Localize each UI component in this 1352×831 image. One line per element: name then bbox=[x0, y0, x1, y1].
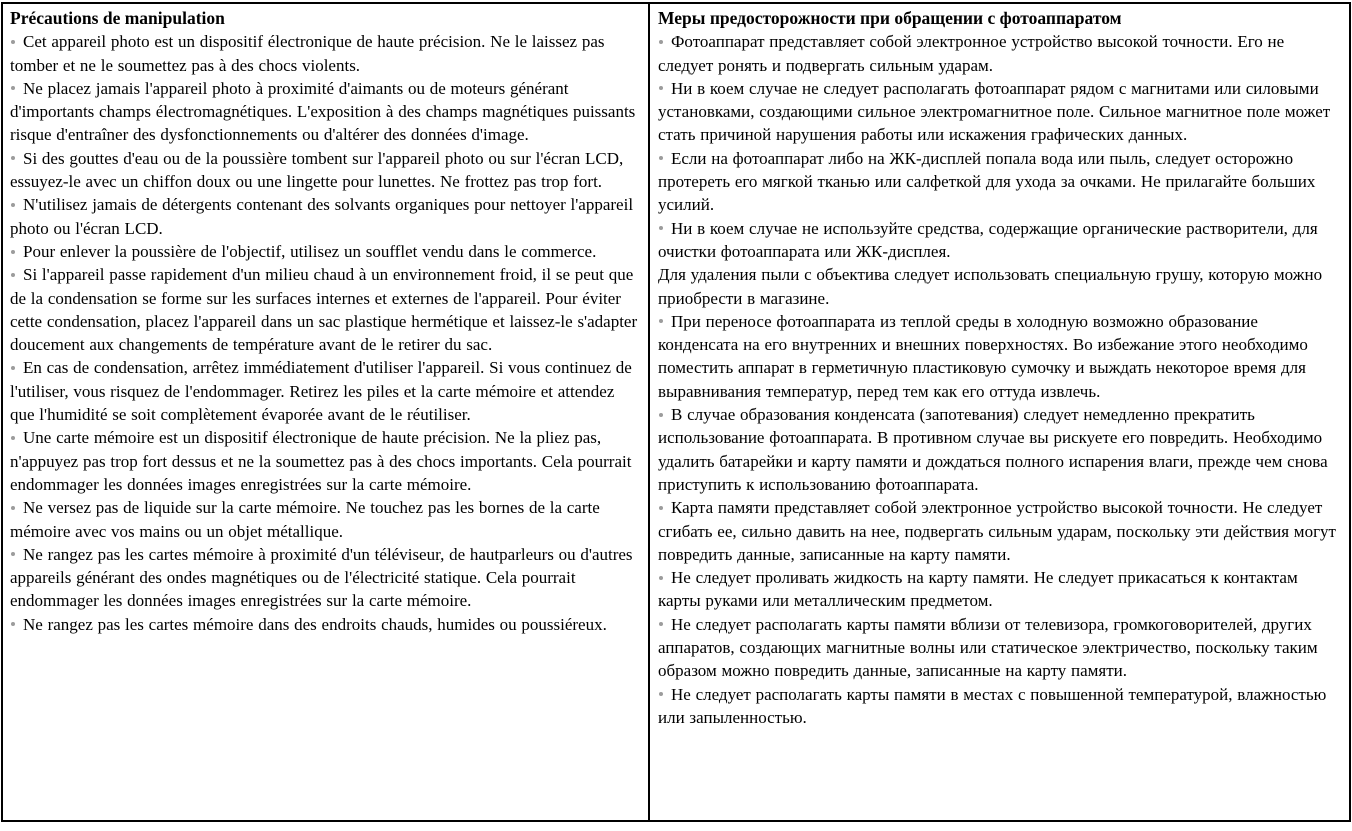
paragraph-text: Cet appareil photo est un dispositif électronique de haute précision. Ne le laissez pas tomber et ne le soumettez pas à des chocs violents. bbox=[10, 32, 605, 75]
paragraph-text: Une carte mémoire est un dispositif électronique de haute précision. Ne la pliez pas, n'appuyez pas trop fort dessus et ne la soumettez pas à des chocs importants. Cela pourrait endommager les données images enregistrées sur la carte mémoire. bbox=[10, 428, 632, 494]
paragraph-text: N'utilisez jamais de détergents contenant des solvants organiques pour nettoyer l'appareil photo ou l'écran LCD. bbox=[10, 195, 634, 238]
bullet-icon bbox=[11, 203, 15, 207]
paragraph-text: Не следует располагать карты памяти вблизи от телевизора, громкоговорителей, других аппаратов, создающих магнитные волны или статическое электричество, поскольку таким образом можно повредить данные, записанные на карту памяти. bbox=[658, 614, 1318, 681]
paragraph bbox=[658, 496, 1343, 566]
paragraph-text: En cas de condensation, arrêtez immédiatement d'utiliser l'appareil. Si vous continuez de l'utiliser, vous risquez de l'endommager. Retirez les piles et la carte mémoire et attendez que l'humidité se soit complètement évaporée avant de le réutiliser. bbox=[10, 358, 632, 425]
paragraph bbox=[10, 496, 643, 543]
paragraph bbox=[10, 30, 643, 77]
paragraph-text: Ни в коем случае не используйте средства, содержащие органические растворители, для очистки фотоаппарата или ЖК-дисплея. bbox=[658, 218, 1318, 261]
paragraph-text: Ne rangez pas les cartes mémoire à proximité d'un téléviseur, de hautparleurs ou d'autres appareils générant des ondes magnétiques ou de l'électricité statique. Cela pourrait endommager les données images enregistrées sur la carte mémoire. bbox=[10, 544, 633, 611]
paragraph bbox=[10, 613, 643, 636]
bullet-icon bbox=[11, 250, 15, 254]
paragraph bbox=[658, 30, 1343, 77]
paragraph bbox=[10, 193, 643, 240]
paragraph bbox=[658, 263, 1343, 310]
paragraph bbox=[10, 147, 643, 194]
paragraph-list-russian bbox=[658, 30, 1343, 729]
column-russian bbox=[650, 4, 1349, 820]
paragraph-list-french bbox=[10, 30, 643, 636]
paragraph bbox=[10, 543, 643, 613]
paragraph-text: Ne rangez pas les cartes mémoire dans des endroits chauds, humides ou poussiéreux. bbox=[23, 614, 607, 634]
bullet-icon bbox=[659, 506, 663, 510]
paragraph bbox=[658, 403, 1343, 496]
paragraph-text: Для удаления пыли с объектива следует использовать специальную грушу, которую можно приобрести в магазине. bbox=[658, 265, 1323, 308]
paragraph-text: Ни в коем случае не следует располагать фотоаппарат рядом с магнитами или силовыми установками, создающими сильное электромагнитное поле. Сильное магнитное поле может стать причиной нарушения работы или искажения графических данных. bbox=[658, 78, 1331, 145]
bullet-icon bbox=[659, 226, 663, 230]
paragraph bbox=[658, 77, 1343, 147]
paragraph-text: В случае образования конденсата (запотевания) следует немедленно прекратить использование фотоаппарата. В противном случае вы рискуете его повредить. Необходимо удалить батарейки и карту памяти и дождаться полного испарения влаги, прежде чем снова приступить к использованию фотоаппарата. bbox=[658, 405, 1328, 494]
paragraph-text: Si des gouttes d'eau ou de la poussière tombent sur l'appareil photo ou sur l'écran LCD, essuyez-le avec un chiffon doux ou une lingette pour lunettes. Ne frottez pas trop fort. bbox=[10, 148, 624, 192]
bullet-icon bbox=[659, 576, 663, 580]
precautions-table bbox=[1, 2, 1351, 822]
bullet-icon bbox=[11, 273, 15, 277]
paragraph bbox=[658, 217, 1343, 264]
paragraph-text: Si l'appareil passe rapidement d'un milieu chaud à un environnement froid, il se peut que de la condensation se forme sur les surfaces internes et externes de l'appareil. Pour éviter cette condensation, placez l'appareil dans un sac plastique hermétique et laissez-le s'adapter doucement aux changements de température avant de le retirer du sac. bbox=[10, 265, 638, 355]
bullet-icon bbox=[11, 40, 15, 44]
paragraph bbox=[10, 240, 643, 263]
paragraph-text: При переносе фотоаппарата из теплой среды в холодную возможно образование конденсата на его внутренних и внешних поверхностях. Во избежание этого необходимо поместить аппарат в герметичную пластиковую сумочку и выждать некоторое время для выравнивания температур, перед тем как его оттуда извлечь. bbox=[658, 311, 1308, 401]
paragraph bbox=[658, 683, 1343, 730]
paragraph-text: Ne placez jamais l'appareil photo à proximité d'aimants ou de moteurs générant d'importants champs électromagnétiques. L'exposition à des champs magnétiques puissants risque d'entraîner des dysfonctionnements ou d'altérer des données d'image. bbox=[10, 78, 636, 145]
bullet-icon bbox=[659, 413, 663, 417]
paragraph bbox=[658, 566, 1343, 613]
column-title-french: Précautions de manipulation bbox=[10, 8, 225, 28]
bullet-icon bbox=[11, 622, 15, 626]
bullet-icon bbox=[11, 506, 15, 510]
paragraph bbox=[658, 613, 1343, 683]
bullet-icon bbox=[659, 692, 663, 696]
bullet-icon bbox=[659, 86, 663, 90]
bullet-icon bbox=[659, 319, 663, 323]
paragraph bbox=[10, 263, 643, 356]
paragraph-text: Pour enlever la poussière de l'objectif, utilisez un soufflet vendu dans le commerce. bbox=[23, 241, 597, 261]
paragraph bbox=[658, 147, 1343, 217]
bullet-icon bbox=[659, 156, 663, 160]
bullet-icon bbox=[11, 436, 15, 440]
bullet-icon bbox=[11, 86, 15, 90]
column-french bbox=[3, 4, 650, 820]
paragraph-text: Не следует располагать карты памяти в местах с повышенной температурой, влажностью или запыленностью. bbox=[658, 684, 1327, 727]
paragraph bbox=[10, 77, 643, 147]
paragraph-text: Фотоаппарат представляет собой электронное устройство высокой точности. Его не следует ронять и подвергать сильным ударам. bbox=[658, 32, 1285, 75]
paragraph-text: Ne versez pas de liquide sur la carte mémoire. Ne touchez pas les bornes de la carte mémoire avec vos mains ou un objet métallique. bbox=[10, 498, 600, 541]
bullet-icon bbox=[659, 40, 663, 44]
paragraph bbox=[10, 426, 643, 496]
paragraph bbox=[10, 356, 643, 426]
paragraph-text: Не следует проливать жидкость на карту памяти. Не следует прикасаться к контактам карты руками или металлическим предметом. bbox=[658, 568, 1298, 611]
bullet-icon bbox=[659, 622, 663, 626]
paragraph bbox=[658, 310, 1343, 403]
column-title-russian: Меры предосторожности при обращении с фотоаппаратом bbox=[658, 8, 1122, 28]
bullet-icon bbox=[11, 552, 15, 556]
paragraph-text: Карта памяти представляет собой электронное устройство высокой точности. Не следует сгибать ее, сильно давить на нее, подвергать сильным ударам, поскольку эти действия могут повредить данные, записанные на карту памяти. bbox=[658, 498, 1336, 564]
bullet-icon bbox=[11, 366, 15, 370]
bullet-icon bbox=[11, 156, 15, 160]
paragraph-text: Если на фотоаппарат либо на ЖК-дисплей попала вода или пыль, следует осторожно протереть его мягкой тканью или салфеткой для ухода за очками. Не прилагайте больших усилий. bbox=[658, 148, 1316, 215]
